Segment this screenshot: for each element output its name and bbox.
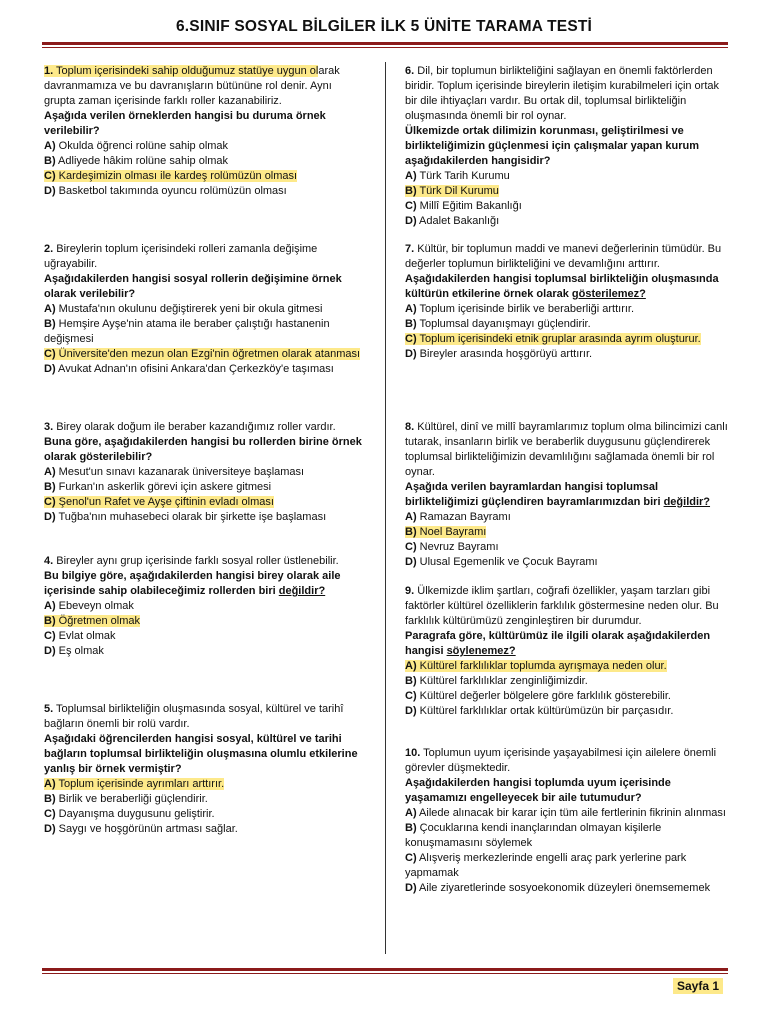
option-d[interactable]: D) Bireyler arasında hoşgörüyü arttırır.	[405, 348, 593, 360]
question-prompt: Bu bilgiye göre, aşağıdakilerden hangisi birey olarak aile içerisinde sahip olabileceğimiz rollerden biri değildir?	[44, 570, 341, 597]
option-c[interactable]: C) Şenol'un Rafet ve Ayşe çiftinin evladı olması	[44, 496, 274, 508]
option-b[interactable]: B) Adliyede hâkim rolüne sahip olmak	[44, 155, 229, 167]
header-rule-thin	[42, 47, 728, 48]
option-b[interactable]: B) Furkan'ın askerlik görevi için askere gitmesi	[44, 481, 272, 493]
question-stem: 10. Toplumun uyum içerisinde yaşayabilmesi için ailelere önemli görevler düşmektedir.	[405, 747, 717, 774]
header-rule	[42, 42, 728, 45]
option-a[interactable]: A) Ramazan Bayramı	[405, 511, 511, 523]
option-d[interactable]: D) Avukat Adnan'ın ofisini Ankara'dan Çerkezköy'e taşıması	[44, 363, 334, 375]
question-5	[44, 702, 366, 837]
question-prompt: Buna göre, aşağıdakilerden hangisi bu rollerden birine örnek olarak gösterilebilir?	[44, 436, 362, 463]
option-c[interactable]: C) Kültürel değerler bölgelere göre farklılık gösterebilir.	[405, 690, 671, 702]
question-prompt: Aşağıdaki öğrencilerden hangisi sosyal, kültürel ve tarihi bağların toplumsal birlikteliğin oluşmasına olumlu etkilerine yanlış bir örnek vermiştir?	[44, 733, 358, 775]
question-1	[44, 64, 366, 199]
question-3	[44, 420, 366, 525]
option-c[interactable]: C) Üniversite'den mezun olan Ezgi'nin öğretmen olarak atanması	[44, 348, 361, 360]
option-b[interactable]: B) Türk Dil Kurumu	[405, 185, 499, 197]
option-b[interactable]: B) Hemşire Ayşe'nin atama ile beraber çalıştığı hastanenin değişmesi	[44, 318, 330, 345]
question-stem: 7. Kültür, bir toplumun maddi ve manevi değerlerinin tümüdür. Bu değerler toplumun birlikteliğini ve devamlığını arttırır.	[405, 243, 722, 270]
option-a[interactable]: A) Ailede alınacak bir karar için tüm aile fertlerinin fikrinin alınması	[405, 807, 726, 819]
question-stem: 5. Toplumsal birlikteliğin oluşmasında sosyal, kültürel ve tarihî bağların önemli bir rolü vardır.	[44, 703, 344, 730]
question-prompt: Paragrafa göre, kültürümüz ile ilgili olarak aşağıdakilerden hangisi söylenemez?	[405, 630, 711, 657]
option-d[interactable]: D) Tuğba'nın muhasebeci olarak bir şirkette işe başlaması	[44, 511, 327, 523]
question-4	[44, 554, 366, 659]
question-number: 4.	[44, 555, 54, 567]
option-a[interactable]: A) Mesut'un sınavı kazanarak üniversiteye başlaması	[44, 466, 305, 478]
question-prompt: Aşağıda verilen örneklerden hangisi bu duruma örnek verilebilir?	[44, 110, 326, 137]
option-a[interactable]: A) Okulda öğrenci rolüne sahip olmak	[44, 140, 229, 152]
question-stem: 8. Kültürel, dinî ve millî bayramlarımız toplum olma bilincimizi canlı tutarak, insanların birlik ve beraberlik duygusunu güçlendirerek toplumsal birlikteliğimizin devamlılığını sağlamada önemli bir rol oynar.	[405, 421, 728, 478]
option-d[interactable]: D) Kültürel farklılıklar ortak kültürümüzün bir parçasıdır.	[405, 705, 674, 717]
option-d[interactable]: D) Aile ziyaretlerinde sosyoekonomik düzeyleri önemsememek	[405, 882, 711, 894]
question-number: 5.	[44, 703, 54, 715]
question-6	[405, 64, 730, 229]
question-7	[405, 242, 730, 362]
question-number: 1.	[44, 65, 54, 77]
question-prompt: Ülkemizde ortak dilimizin korunması, geliştirilmesi ve birlikteliğimizin güçlenmesi için çalışmalar yapan kurum aşağıdakilerden hangisidir?	[405, 125, 700, 167]
option-c[interactable]: C) Alışveriş merkezlerinde engelli araç park yerlerine park yapmamak	[405, 852, 687, 879]
option-d[interactable]: D) Saygı ve hoşgörünün artması sağlar.	[44, 823, 238, 835]
question-number: 9.	[405, 585, 415, 597]
footer-rule	[42, 968, 728, 971]
question-number: 3.	[44, 421, 54, 433]
option-d[interactable]: D) Adalet Bakanlığı	[405, 215, 500, 227]
option-c[interactable]: C) Evlat olmak	[44, 630, 116, 642]
option-c[interactable]: C) Nevruz Bayramı	[405, 541, 499, 553]
option-a[interactable]: A) Mustafa'nın okulunu değiştirerek yeni bir okula gitmesi	[44, 303, 323, 315]
question-10	[405, 746, 730, 896]
question-2	[44, 242, 366, 377]
option-b[interactable]: B) Çocuklarına kendi inançlarından olmayan kişilerle konuşmamasını söylemek	[405, 822, 662, 849]
question-prompt: Aşağıdakilerden hangisi sosyal rollerin değişimine örnek olarak verilebilir?	[44, 273, 342, 300]
question-number: 10.	[405, 747, 421, 759]
option-c[interactable]: C) Dayanışma duygusunu geliştirir.	[44, 808, 215, 820]
option-d[interactable]: D) Ulusal Egemenlik ve Çocuk Bayramı	[405, 556, 598, 568]
option-d[interactable]: D) Eş olmak	[44, 645, 104, 657]
column-divider	[385, 62, 386, 954]
footer-rule-thin	[42, 973, 728, 974]
question-stem: 1. Toplum içerisindeki sahip olduğumuz statüye uygun olarak davranmamıza ve bu davranışların bütününe rol denir. Aynı grupta zaman içerisinde farklı roller kazanabiliriz.	[44, 65, 340, 107]
question-prompt: Aşağıdakilerden hangisi toplumda uyum içerisinde yaşamamızı engelleyecek bir aile tutumudur?	[405, 777, 671, 804]
option-c[interactable]: C) Kardeşimizin olması ile kardeş rolümüzün olması	[44, 170, 298, 182]
option-b[interactable]: B) Kültürel farklılıklar zenginliğimizdir.	[405, 675, 588, 687]
option-d[interactable]: D) Basketbol takımında oyuncu rolümüzün olması	[44, 185, 287, 197]
question-stem: 6. Dil, bir toplumun birlikteliğini sağlayan en önemli faktörlerden biridir. Toplum içerisinde bireylerin iletişim kurabilmeleri için ortak bir dile ihtiyaçları vardır. Bu ortak dil, toplumsal birlikteliğin oluşmasında önemli bir rol oynar.	[405, 65, 720, 122]
option-c[interactable]: C) Millî Eğitim Bakanlığı	[405, 200, 522, 212]
question-stem: 9. Ülkemizde iklim şartları, coğrafi özellikler, yaşam tarzları gibi faktörler kültürel özelliklerin farklılık göstermesine neden olur. Bu farklılık kültürümüzü zenginleştiren bir durumdur.	[405, 585, 719, 627]
option-b[interactable]: B) Öğretmen olmak	[44, 615, 140, 627]
option-b[interactable]: B) Toplumsal dayanışmayı güçlendirir.	[405, 318, 591, 330]
question-number: 8.	[405, 421, 415, 433]
option-a[interactable]: A) Toplum içerisinde ayrımları arttırır.	[44, 778, 225, 790]
option-a[interactable]: A) Ebeveyn olmak	[44, 600, 134, 612]
question-stem: 4. Bireyler aynı grup içerisinde farklı sosyal roller üstlenebilir.	[44, 555, 339, 567]
question-8	[405, 420, 730, 570]
page-number: Sayfa 1	[673, 978, 723, 994]
page-title: 6.SINIF SOSYAL BİLGİLER İLK 5 ÜNİTE TARAMA TESTİ	[175, 18, 593, 35]
question-number: 6.	[405, 65, 415, 77]
question-prompt: Aşağıda verilen bayramlardan hangisi toplumsal birlikteliğimizi güçlendiren bayramlarımızdan biri değildir?	[405, 481, 711, 508]
option-b[interactable]: B) Birlik ve beraberliği güçlendirir.	[44, 793, 208, 805]
question-stem: 2. Bireylerin toplum içerisindeki rolleri zamanla değişime uğrayabilir.	[44, 243, 318, 270]
option-b[interactable]: B) Noel Bayramı	[405, 526, 487, 538]
option-a[interactable]: A) Türk Tarih Kurumu	[405, 170, 510, 182]
question-number: 2.	[44, 243, 54, 255]
question-stem: 3. Birey olarak doğum ile beraber kazandığımız roller vardır.	[44, 421, 336, 433]
option-c[interactable]: C) Toplum içerisindeki etnik gruplar arasında ayrım oluşturur.	[405, 333, 701, 345]
question-9	[405, 584, 730, 719]
question-prompt: Aşağıdakilerden hangisi toplumsal birlikteliğin oluşmasında kültürün etkilerine örnek olarak gösterilemez?	[405, 273, 719, 300]
option-a[interactable]: A) Toplum içerisinde birlik ve beraberliği arttırır.	[405, 303, 635, 315]
question-number: 7.	[405, 243, 415, 255]
option-a[interactable]: A) Kültürel farklılıklar toplumda ayrışmaya neden olur.	[405, 660, 667, 672]
